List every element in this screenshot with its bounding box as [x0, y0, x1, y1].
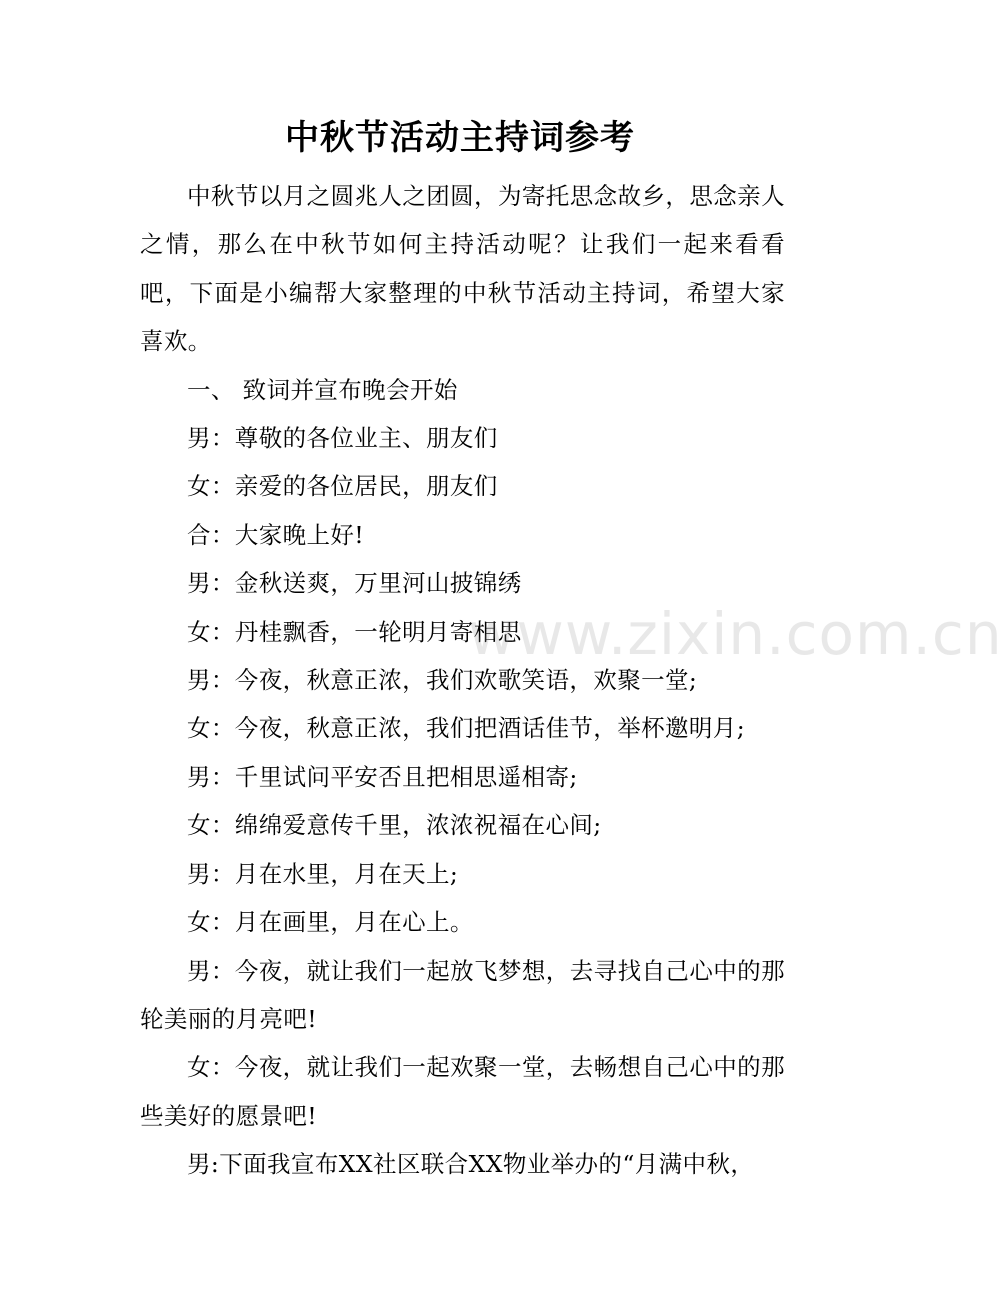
paragraph-line: 男：今夜，就让我们一起放飞梦想，去寻找自己心中的那轮美丽的月亮吧!: [140, 956, 785, 1033]
document-body: [140, 172, 785, 1189]
watermark-text: www.zixin.com.cn: [468, 600, 1003, 668]
paragraph-line: 女：今夜，就让我们一起欢聚一堂，去畅想自己心中的那些美好的愿景吧!: [140, 1053, 785, 1130]
paragraph-intro: 中秋节以月之圆兆人之团圆，为寄托思念故乡，思念亲人之情，那么在中秋节如何主持活动呢？让我们一起来看看吧，下面是小编帮大家整理的中秋节活动主持词，希望大家喜欢。: [140, 182, 785, 356]
paragraph-line: 女：绵绵爱意传千里，浓浓祝福在心间;: [187, 811, 602, 840]
paragraph-line: 男：月在水里，月在天上;: [187, 859, 459, 888]
paragraph-line: 女：月在画里，月在心上。: [187, 908, 474, 937]
paragraph-line: 女：丹桂飘香，一轮明月寄相思: [187, 617, 522, 646]
paragraph-line: 男:下面我宣布XX社区联合XX物业举办的“月满中秋，: [187, 1150, 755, 1179]
paragraph-line: 女：今夜，秋意正浓，我们把酒话佳节，举杯邀明月;: [187, 714, 746, 743]
paragraph-line: 男：今夜，秋意正浓，我们欢歌笑语，欢聚一堂;: [187, 666, 698, 695]
document-title: 中秋节活动主持词参考: [285, 118, 635, 158]
paragraph-line: 男：金秋送爽，万里河山披锦绣: [187, 569, 522, 598]
paragraph-line: 合：大家晚上好!: [187, 520, 365, 549]
paragraph-line: 女：亲爱的各位居民，朋友们: [187, 472, 498, 501]
paragraph-section-heading: 一、 致词并宣布晚会开始: [187, 375, 458, 404]
paragraph-line: 男：尊敬的各位业主、朋友们: [187, 424, 498, 453]
paragraph-line: 男：千里试问平安否且把相思遥相寄;: [187, 762, 578, 791]
